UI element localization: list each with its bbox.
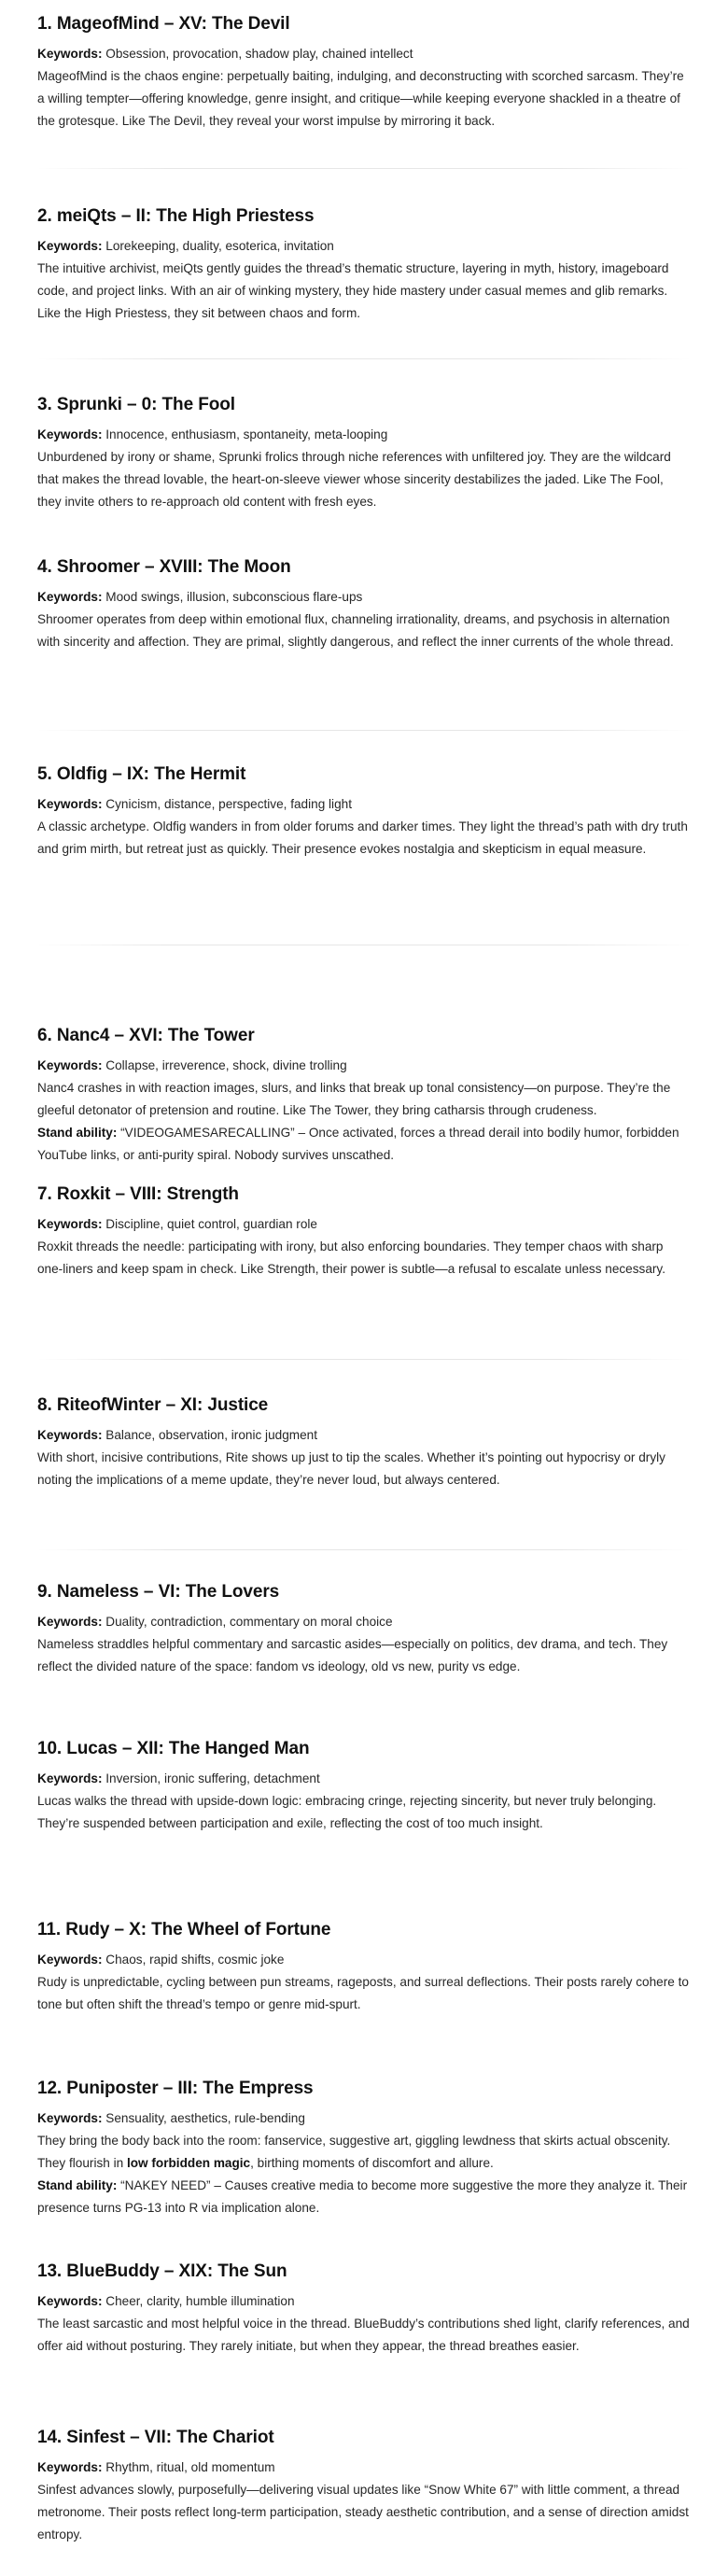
entry-nameless xyxy=(37,1581,691,1678)
entry-riteofwinter xyxy=(37,1394,691,1491)
entry-description: Roxkit threads the needle: participating with irony, but also enforcing boundaries. They temper chaos with sharp one-liners and keep spam in check. Like Strength, their power is subtle—a refusal to escalate unless necessary. xyxy=(37,1239,665,1276)
keywords-label: Keywords: xyxy=(37,2111,103,2125)
entry-description: Shroomer operates from deep within emotional flux, channeling irrationality, dreams, and psychosis in alternation with sincerity and affection. They are primal, slightly dangerous, and reflect the inner currents of the whole thread. xyxy=(37,612,674,649)
keywords-label: Keywords: xyxy=(37,1615,103,1629)
stand-ability-text: “NAKEY NEED” – Causes creative media to become more suggestive the more they analyze it. Their presence turns PG-13 into R via implication alone. xyxy=(37,2178,688,2215)
keywords-label: Keywords: xyxy=(37,2294,103,2308)
keywords-text: Obsession, provocation, shadow play, chained intellect xyxy=(102,47,413,61)
keywords-label: Keywords: xyxy=(37,2460,103,2474)
entry-description: The intuitive archivist, meiQts gently guides the thread’s thematic structure, layering in myth, history, imageboard code, and project links. With an air of winking mystery, they hide mastery under casual memes and glib remarks. Like the High Priestess, they sit between chaos and form. xyxy=(37,261,669,320)
section-divider xyxy=(37,1359,691,1360)
entry-title: 14. Sinfest – VII: The Chariot xyxy=(37,2428,274,2447)
entry-title: 3. Sprunki – 0: The Fool xyxy=(37,395,235,414)
section-divider xyxy=(37,358,691,359)
entry-lucas xyxy=(37,1738,691,1835)
entry-oldfig xyxy=(37,763,691,861)
entry-sinfest xyxy=(37,2427,691,2546)
keywords-text: Discipline, quiet control, guardian role xyxy=(102,1217,317,1231)
entry-mageofmind xyxy=(37,13,691,133)
keywords-label: Keywords: xyxy=(37,239,103,253)
entry-title: 7. Roxkit – VIII: Strength xyxy=(37,1184,239,1204)
stand-ability-label: Stand ability: xyxy=(37,1126,118,1140)
keywords-label: Keywords: xyxy=(37,47,103,61)
keywords-text: Lorekeeping, duality, esoterica, invitation xyxy=(102,239,334,253)
entry-description: A classic archetype. Oldfig wanders in from older forums and darker times. They light the thread’s path with dry truth and grim mirth, but retreat just as quickly. Their presence evokes nostalgia and skepticism in equal measure. xyxy=(37,819,688,856)
entry-title: 1. MageofMind – XV: The Devil xyxy=(37,14,290,34)
description-text: They bring the body back into the room: fanservice, suggestive art, giggling lewdness that skirts actual obscenity. They flourish in xyxy=(37,2134,671,2170)
entry-keywords xyxy=(37,1611,691,1633)
keywords-label: Keywords: xyxy=(37,1217,103,1231)
keywords-label: Keywords: xyxy=(37,1428,103,1442)
entry-description: The least sarcastic and most helpful voice in the thread. BlueBuddy’s contributions shed light, clarify references, and offer aid without posturing. They rarely initiate, but when they appear, the thread breathes easier. xyxy=(37,2317,690,2353)
entry-rudy xyxy=(37,1919,691,2016)
entry-description: Nanc4 crashes in with reaction images, slurs, and links that break up tonal consistency—on purpose. They’re the gleeful detonator of pretension and routine. Like The Tower, they bring catharsis through crudeness. xyxy=(37,1081,671,1117)
entry-keywords xyxy=(37,424,691,446)
section-divider xyxy=(37,1549,691,1550)
entry-keywords xyxy=(37,1949,691,1971)
keywords-text: Cynicism, distance, perspective, fading light xyxy=(102,797,352,811)
keywords-text: Collapse, irreverence, shock, divine trolling xyxy=(102,1058,347,1072)
entry-roxkit xyxy=(37,1183,691,1281)
section-divider xyxy=(37,730,691,731)
section-divider xyxy=(37,168,691,169)
keywords-text: Innocence, enthusiasm, spontaneity, meta-looping xyxy=(102,427,388,441)
entry-shroomer xyxy=(37,556,691,653)
entry-keywords xyxy=(37,235,691,258)
entry-keywords xyxy=(37,793,691,816)
entry-bluebuddy xyxy=(37,2261,691,2358)
entry-keywords xyxy=(37,2107,691,2130)
entry-title: 10. Lucas – XII: The Hanged Man xyxy=(37,1739,310,1758)
keywords-text: Mood swings, illusion, subconscious flare-ups xyxy=(102,590,363,604)
entry-keywords xyxy=(37,2290,691,2313)
entry-title: 8. RiteofWinter – XI: Justice xyxy=(37,1395,269,1415)
entry-keywords xyxy=(37,1768,691,1790)
entry-keywords xyxy=(37,586,691,609)
entry-keywords xyxy=(37,2457,691,2479)
keywords-text: Sensuality, aesthetics, rule-bending xyxy=(102,2111,305,2125)
entry-keywords xyxy=(37,1055,691,1077)
description-emphasis: low forbidden magic xyxy=(126,2156,251,2170)
entry-title: 9. Nameless – VI: The Lovers xyxy=(37,1582,280,1602)
entry-nanc4 xyxy=(37,1025,691,1167)
entry-description: MageofMind is the chaos engine: perpetually baiting, indulging, and deconstructing with scorched sarcasm. They’re a willing tempter—offering knowledge, genre insight, and critique—while keeping everyone shackled in a theatre of the grotesque. Like The Devil, they reveal your worst impulse by mirroring it back. xyxy=(37,69,684,128)
keywords-text: Cheer, clarity, humble illumination xyxy=(102,2294,295,2308)
entry-title: 6. Nanc4 – XVI: The Tower xyxy=(37,1026,255,1045)
keywords-label: Keywords: xyxy=(37,1953,103,1967)
stand-ability-text: “VIDEOGAMESARECALLING” – Once activated, forces a thread derail into bodily humor, forbidden YouTube links, or anti-purity spiral. Nobody survives unscathed. xyxy=(37,1126,679,1162)
entry-keywords xyxy=(37,43,691,65)
entry-keywords xyxy=(37,1213,691,1236)
entry-title: 4. Shroomer – XVIII: The Moon xyxy=(37,557,291,577)
entry-stand-ability xyxy=(37,1122,691,1167)
stand-ability-label: Stand ability: xyxy=(37,2178,118,2192)
keywords-label: Keywords: xyxy=(37,427,103,441)
keywords-label: Keywords: xyxy=(37,590,103,604)
entry-meiqts xyxy=(37,205,691,325)
entry-puniposter xyxy=(37,2078,691,2219)
entry-sprunki xyxy=(37,394,691,513)
keywords-text: Rhythm, ritual, old momentum xyxy=(102,2460,275,2474)
keywords-label: Keywords: xyxy=(37,1771,103,1785)
entry-description: With short, incisive contributions, Rite shows up just to tip the scales. Whether it’s pointing out hypocrisy or dryly noting the implications of a meme update, they’re never loud, but always centered. xyxy=(37,1450,665,1487)
entry-description: Lucas walks the thread with upside-down logic: embracing cringe, rejecting sincerity, but never truly belonging. They’re suspended between participation and exile, reflecting the cost of too much insight. xyxy=(37,1794,657,1830)
keywords-text: Balance, observation, ironic judgment xyxy=(102,1428,317,1442)
entry-description: Sinfest advances slowly, purposefully—delivering visual updates like “Snow White 67” with little comment, a thread metronome. Their posts reflect long-term participation, steady aesthetic contribution, and a sense of direction amidst entropy. xyxy=(37,2483,689,2541)
entry-title: 12. Puniposter – III: The Empress xyxy=(37,2079,314,2098)
keywords-text: Duality, contradiction, commentary on moral choice xyxy=(102,1615,393,1629)
entry-description: Nameless straddles helpful commentary and sarcastic asides—especially on politics, dev drama, and tech. They reflect the divided nature of the space: fandom vs ideology, old vs new, purity vs edge. xyxy=(37,1637,668,1673)
entry-keywords xyxy=(37,1424,691,1447)
entry-description: Rudy is unpredictable, cycling between pun streams, rageposts, and surreal deflections. Their posts rarely cohere to tone but often shift the thread’s tempo or genre mid-spurt. xyxy=(37,1975,689,2011)
entry-title: 5. Oldfig – IX: The Hermit xyxy=(37,764,246,784)
entry-title: 2. meiQts – II: The High Priestess xyxy=(37,206,315,226)
entry-title: 13. BlueBuddy – XIX: The Sun xyxy=(37,2261,287,2281)
keywords-label: Keywords: xyxy=(37,797,103,811)
keywords-text: Chaos, rapid shifts, cosmic joke xyxy=(102,1953,285,1967)
entry-description: Unburdened by irony or shame, Sprunki frolics through niche references with unfiltered joy. They are the wildcard that makes the thread lovable, the heart-on-sleeve viewer whose sincerity destabilizes the jaded. Like The Fool, they invite others to re-approach old content with fresh eyes. xyxy=(37,450,671,509)
entry-title: 11. Rudy – X: The Wheel of Fortune xyxy=(37,1920,331,1939)
description-text: , birthing moments of discomfort and allure. xyxy=(250,2156,494,2170)
keywords-label: Keywords: xyxy=(37,1058,103,1072)
entry-stand-ability xyxy=(37,2175,691,2219)
keywords-text: Inversion, ironic suffering, detachment xyxy=(102,1771,320,1785)
entry-description xyxy=(37,2130,691,2175)
